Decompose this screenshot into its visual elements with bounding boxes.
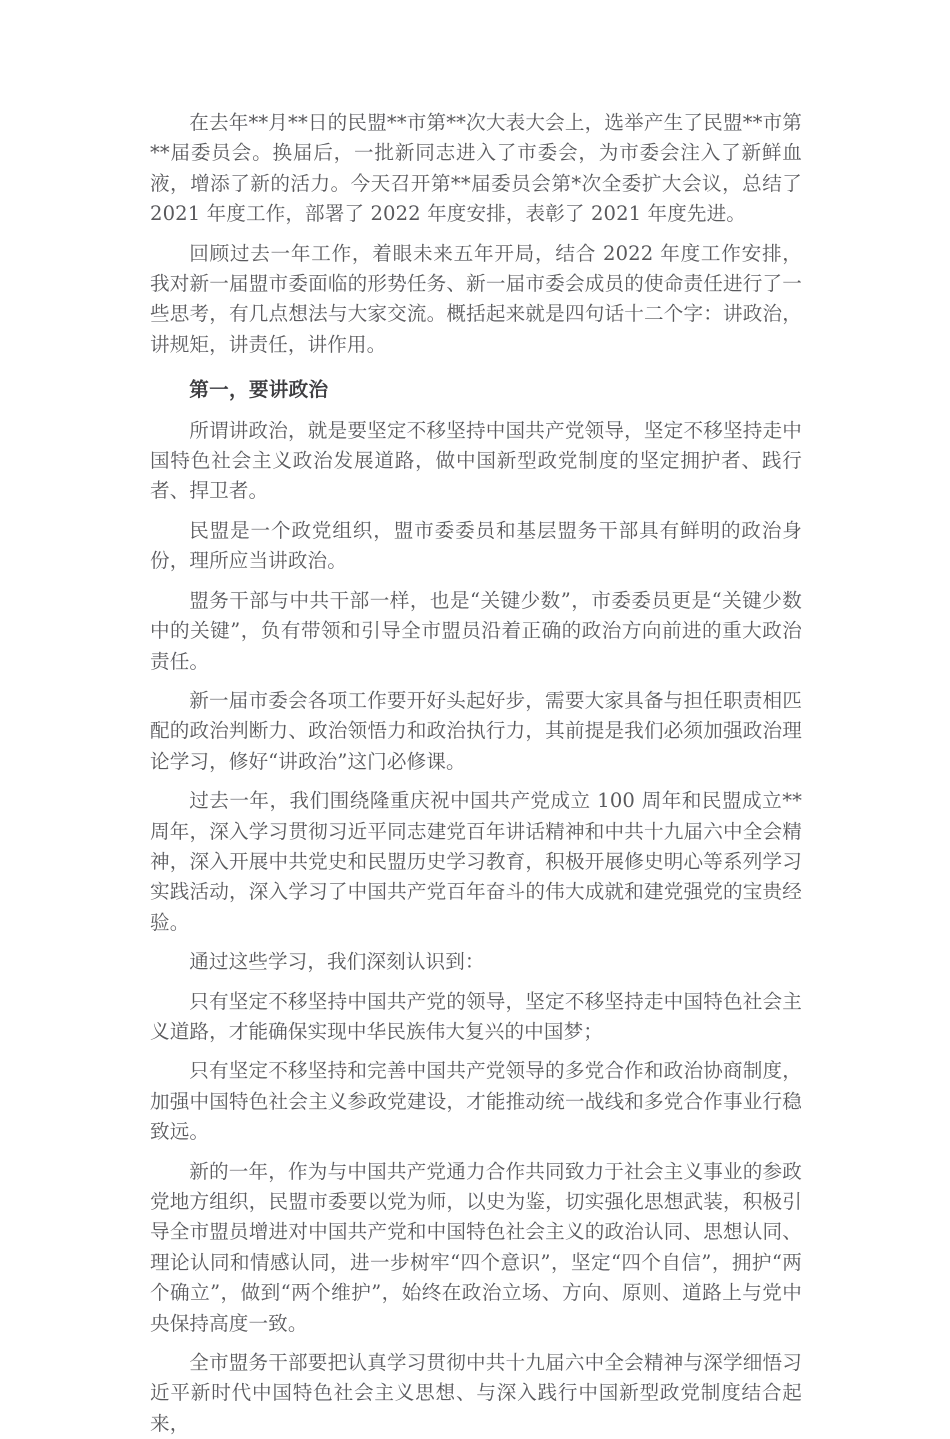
paragraph-cadre-study-requirement: 全市盟务干部要把认真学习贯彻中共十九届六中全会精神与深学细悟习近平新时代中国特色社会主义思想、与深入践行中国新型政党制度结合起来， bbox=[150, 1351, 802, 1435]
paragraph-new-year-tasks: 新的一年，作为与中国共产党通力合作共同致力于社会主义事业的参政党地方组织，民盟市委要以党为师，以史为鉴，切实强化思想武装，积极引导全市盟员增进对中国共产党和中国特色社会主义的政治认同、思想认同、理论认同和情感认同，进一步树牢“四个意识”，坚定“四个自信”，拥护“两个确立”，做到“两个维护”，始终在政治立场、方向、原则、道路上与党中央保持高度一致。 bbox=[150, 1159, 802, 1335]
paragraph-lesson-two: 只有坚定不移坚持和完善中国共产党领导的多党合作和政治协商制度，加强中国特色社会主义参政党建设，才能推动统一战线和多党合作事业行稳致远。 bbox=[150, 1059, 802, 1144]
paragraph-lesson-one: 只有坚定不移坚持中国共产党的领导，坚定不移坚持走中国特色社会主义道路，才能确保实现中华民族伟大复兴的中国梦； bbox=[150, 989, 802, 1043]
paragraph-past-year-study: 过去一年，我们围绕隆重庆祝中国共产党成立 100 周年和民盟成立**周年，深入学习贯彻习近平同志建党百年讲话精神和中共十九届六中全会精神，深入开展中共党史和民盟历史学习教育，积极开展修史明心等系列学习实践活动，深入学习了中国共产党百年奋斗的伟大成就和建党强党的宝贵经验。 bbox=[150, 789, 802, 934]
heading-section-one: 第一，要讲政治 bbox=[189, 378, 329, 402]
paragraph-key-minority: 盟务干部与中共干部一样，也是“关键少数”，市委委员更是“关键少数中的关键”，负有带领和引导全市盟员沿着正确的政治方向前进的重大政治责任。 bbox=[150, 588, 802, 673]
paragraph-opening-congress: 在去年**月**日的民盟**市第**次大表大会上，选举产生了民盟**市第**届委员会。换届后，一批新同志进入了市委会，为市委会注入了新鲜血液，增添了新的活力。今天召开第**届委员会第*次全委扩大会议，总结了 2021 年度工作，部署了 2022 年度安排，表彰了 2021 年度先进。 bbox=[150, 111, 802, 226]
paragraph-lessons-intro: 通过这些学习，我们深刻认识到： bbox=[189, 950, 485, 974]
paragraph-definition-of-politics: 所谓讲政治，就是要坚定不移坚持中国共产党领导，坚定不移坚持走中国特色社会主义政治发展道路，做中国新型政党制度的坚定拥护者、践行者、捍卫者。 bbox=[150, 418, 802, 503]
paragraph-review-and-outlook: 回顾过去一年工作，着眼未来五年开局，结合 2022 年度工作安排，我对新一届盟市委面临的形势任务、新一届市委会成员的使命责任进行了一些思考，有几点想法与大家交流。概括起来就是四句话十二个字：讲政治，讲规矩，讲责任，讲作用。 bbox=[150, 241, 802, 356]
paragraph-political-capability: 新一届市委会各项工作要开好头起好步，需要大家具备与担任职责相匹配的政治判断力、政治领悟力和政治执行力，其前提是我们必须加强政治理论学习，修好“讲政治”这门必修课。 bbox=[150, 688, 802, 773]
document-body bbox=[150, 108, 802, 1439]
paragraph-party-organization: 民盟是一个政党组织，盟市委委员和基层盟务干部具有鲜明的政治身份，理所应当讲政治。 bbox=[150, 518, 802, 573]
